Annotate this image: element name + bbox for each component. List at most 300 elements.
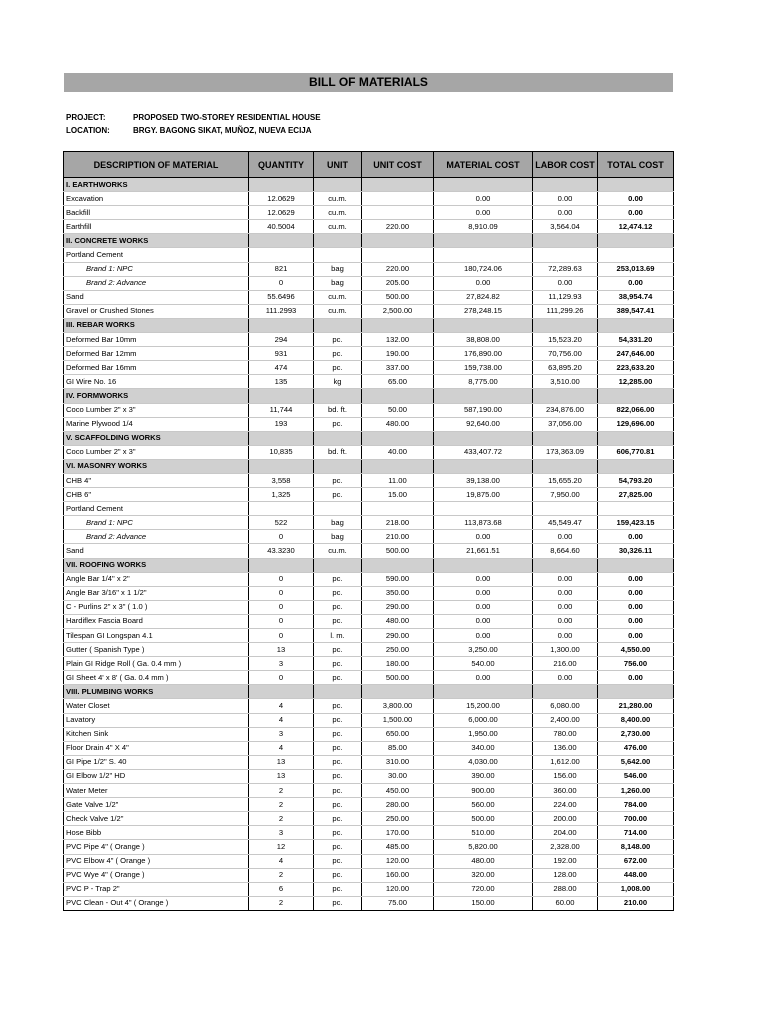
cell-unit: pc. [314,784,362,798]
cell-unit-cost: 480.00 [362,417,434,431]
cell-total-cost [598,459,674,473]
cell-material-cost: 0.00 [434,206,533,220]
cell-unit-cost: 350.00 [362,586,434,600]
cell-description: GI Sheet 4' x 8' ( Ga. 0.4 mm ) [64,671,249,685]
cell-description: Water Meter [64,784,249,798]
cell-description: PVC P - Trap 2" [64,882,249,896]
table-row [64,840,674,854]
table-row [64,516,674,530]
cell-quantity [249,234,314,248]
cell-unit: kg [314,375,362,389]
cell-description: Floor Drain 4" X 4" [64,741,249,755]
header-total-cost: TOTAL COST [598,152,674,178]
cell-unit-cost [362,685,434,699]
cell-material-cost: 8,775.00 [434,375,533,389]
cell-quantity: 3 [249,657,314,671]
cell-labor-cost: 0.00 [533,206,598,220]
table-row [64,769,674,783]
location-label: LOCATION: [66,126,110,135]
table-row [64,755,674,769]
cell-material-cost: 320.00 [434,868,533,882]
cell-unit-cost [362,389,434,403]
cell-quantity: 12 [249,840,314,854]
cell-unit [314,502,362,516]
cell-unit: pc. [314,586,362,600]
cell-unit-cost: 218.00 [362,516,434,530]
cell-material-cost: 0.00 [434,600,533,614]
cell-quantity [249,318,314,332]
cell-total-cost: 8,400.00 [598,713,674,727]
cell-description: GI Pipe 1/2" S. 40 [64,755,249,769]
cell-total-cost: 54,331.20 [598,333,674,347]
cell-material-cost: 390.00 [434,769,533,783]
cell-material-cost: 720.00 [434,882,533,896]
cell-description: Gate Valve 1/2" [64,798,249,812]
cell-material-cost: 5,820.00 [434,840,533,854]
section-header-row [64,459,674,473]
project-label: PROJECT: [66,113,106,122]
cell-quantity: 12.0629 [249,192,314,206]
cell-unit [314,459,362,473]
cell-unit [314,389,362,403]
header-unit-cost: UNIT COST [362,152,434,178]
cell-material-cost [434,318,533,332]
header-quantity: QUANTITY [249,152,314,178]
cell-total-cost: 714.00 [598,826,674,840]
cell-total-cost: 247,646.00 [598,347,674,361]
cell-unit [314,234,362,248]
header-labor-cost: LABOR COST [533,152,598,178]
cell-total-cost: 38,954.74 [598,290,674,304]
table-row [64,502,674,516]
cell-unit: pc. [314,727,362,741]
cell-labor-cost: 0.00 [533,276,598,290]
cell-total-cost: 756.00 [598,657,674,671]
cell-unit-cost: 3,800.00 [362,699,434,713]
cell-description: VIII. PLUMBING WORKS [64,685,249,699]
cell-quantity: 2 [249,896,314,910]
table-row [64,586,674,600]
table-row [64,530,674,544]
cell-labor-cost: 63,895.20 [533,361,598,375]
cell-unit-cost: 170.00 [362,826,434,840]
cell-unit [314,431,362,445]
cell-labor-cost [533,248,598,262]
cell-total-cost: 54,793.20 [598,473,674,487]
cell-description: Sand [64,290,249,304]
cell-quantity: 0 [249,530,314,544]
cell-total-cost [598,431,674,445]
cell-material-cost: 0.00 [434,572,533,586]
cell-description: Angle Bar 1/4" x 2" [64,572,249,586]
cell-total-cost: 0.00 [598,192,674,206]
cell-labor-cost: 15,523.20 [533,333,598,347]
cell-total-cost: 476.00 [598,741,674,755]
cell-labor-cost: 224.00 [533,798,598,812]
cell-unit-cost: 250.00 [362,643,434,657]
cell-material-cost [434,178,533,192]
cell-material-cost: 1,950.00 [434,727,533,741]
cell-total-cost [598,318,674,332]
cell-total-cost: 129,696.00 [598,417,674,431]
table-row [64,361,674,375]
cell-unit-cost: 50.00 [362,403,434,417]
cell-quantity: 13 [249,769,314,783]
section-header-row [64,178,674,192]
cell-unit: pc. [314,671,362,685]
cell-unit-cost: 120.00 [362,882,434,896]
cell-total-cost: 12,474.12 [598,220,674,234]
cell-unit: pc. [314,600,362,614]
cell-description: Lavatory [64,713,249,727]
cell-material-cost [434,459,533,473]
cell-unit-cost: 310.00 [362,755,434,769]
cell-quantity: 522 [249,516,314,530]
cell-total-cost: 606,770.81 [598,445,674,459]
section-header-row [64,431,674,445]
cell-total-cost: 672.00 [598,854,674,868]
cell-material-cost: 92,640.00 [434,417,533,431]
cell-total-cost: 0.00 [598,530,674,544]
cell-labor-cost: 216.00 [533,657,598,671]
cell-unit: bd. ft. [314,403,362,417]
cell-unit: pc. [314,572,362,586]
cell-quantity: 2 [249,798,314,812]
cell-unit: cu.m. [314,304,362,318]
cell-description: Brand 1: NPC [64,262,249,276]
header-description: DESCRIPTION OF MATERIAL [64,152,249,178]
cell-labor-cost [533,178,598,192]
cell-material-cost: 113,873.68 [434,516,533,530]
cell-material-cost: 480.00 [434,854,533,868]
table-row [64,600,674,614]
cell-unit-cost [362,192,434,206]
cell-labor-cost: 0.00 [533,671,598,685]
cell-material-cost: 159,738.00 [434,361,533,375]
cell-total-cost: 21,280.00 [598,699,674,713]
cell-labor-cost: 1,300.00 [533,643,598,657]
cell-unit-cost: 280.00 [362,798,434,812]
cell-quantity [249,389,314,403]
cell-description: Brand 1: NPC [64,516,249,530]
cell-labor-cost: 200.00 [533,812,598,826]
cell-quantity: 0 [249,600,314,614]
cell-labor-cost: 72,289.63 [533,262,598,276]
cell-unit: pc. [314,840,362,854]
cell-unit: pc. [314,473,362,487]
cell-unit-cost: 500.00 [362,671,434,685]
cell-description: Portland Cement [64,502,249,516]
cell-total-cost: 784.00 [598,798,674,812]
cell-description: Excavation [64,192,249,206]
cell-material-cost [434,234,533,248]
table-header-row [64,152,674,178]
cell-description: Tilespan GI Longspan 4.1 [64,629,249,643]
cell-quantity: 2 [249,784,314,798]
cell-total-cost: 27,825.00 [598,488,674,502]
cell-unit: pc. [314,798,362,812]
cell-unit-cost: 250.00 [362,812,434,826]
table-row [64,798,674,812]
cell-labor-cost: 11,129.93 [533,290,598,304]
cell-description: Deformed Bar 16mm [64,361,249,375]
cell-labor-cost: 0.00 [533,530,598,544]
cell-description: Gutter ( Spanish Type ) [64,643,249,657]
cell-total-cost: 253,013.69 [598,262,674,276]
cell-unit-cost: 11.00 [362,473,434,487]
cell-description: Kitchen Sink [64,727,249,741]
table-row [64,206,674,220]
cell-total-cost: 223,633.20 [598,361,674,375]
cell-unit-cost: 120.00 [362,854,434,868]
cell-description: PVC Elbow 4" ( Orange ) [64,854,249,868]
cell-total-cost: 0.00 [598,586,674,600]
cell-quantity: 111.2993 [249,304,314,318]
cell-description: Hardiflex Fascia Board [64,614,249,628]
cell-description: Deformed Bar 10mm [64,333,249,347]
cell-material-cost: 0.00 [434,192,533,206]
cell-unit-cost: 180.00 [362,657,434,671]
cell-labor-cost: 8,664.60 [533,544,598,558]
cell-quantity: 10,835 [249,445,314,459]
cell-quantity [249,558,314,572]
cell-material-cost: 8,910.09 [434,220,533,234]
table-row [64,347,674,361]
cell-labor-cost: 3,564.04 [533,220,598,234]
table-row [64,671,674,685]
table-row [64,544,674,558]
table-row [64,417,674,431]
cell-material-cost [434,389,533,403]
cell-description: C - Purlins 2" x 3" ( 1.0 ) [64,600,249,614]
cell-total-cost: 822,066.00 [598,403,674,417]
location-value: BRGY. BAGONG SIKAT, MUÑOZ, NUEVA ECIJA [133,126,312,135]
table-row [64,629,674,643]
cell-description: Backfill [64,206,249,220]
cell-unit: pc. [314,614,362,628]
table-row [64,812,674,826]
cell-quantity [249,502,314,516]
cell-material-cost: 0.00 [434,586,533,600]
cell-unit: pc. [314,347,362,361]
cell-material-cost [434,685,533,699]
cell-unit: pc. [314,755,362,769]
cell-material-cost: 433,407.72 [434,445,533,459]
cell-quantity: 821 [249,262,314,276]
cell-material-cost: 900.00 [434,784,533,798]
cell-unit [314,318,362,332]
cell-labor-cost: 0.00 [533,586,598,600]
cell-total-cost: 2,730.00 [598,727,674,741]
cell-quantity: 4 [249,741,314,755]
cell-material-cost: 500.00 [434,812,533,826]
cell-unit-cost [362,459,434,473]
cell-labor-cost: 70,756.00 [533,347,598,361]
cell-quantity: 40.5004 [249,220,314,234]
cell-unit-cost [362,234,434,248]
cell-quantity: 4 [249,854,314,868]
cell-total-cost [598,178,674,192]
cell-labor-cost [533,558,598,572]
cell-unit: cu.m. [314,192,362,206]
cell-total-cost: 0.00 [598,206,674,220]
table-row [64,290,674,304]
cell-unit-cost: 132.00 [362,333,434,347]
cell-unit: pc. [314,868,362,882]
cell-total-cost [598,502,674,516]
cell-material-cost: 0.00 [434,530,533,544]
cell-material-cost: 340.00 [434,741,533,755]
cell-description: IV. FORMWORKS [64,389,249,403]
cell-unit: cu.m. [314,206,362,220]
cell-total-cost [598,685,674,699]
cell-quantity: 135 [249,375,314,389]
cell-unit-cost: 480.00 [362,614,434,628]
section-header-row [64,234,674,248]
cell-description: V. SCAFFOLDING WORKS [64,431,249,445]
cell-labor-cost [533,431,598,445]
cell-description: VI. MASONRY WORKS [64,459,249,473]
cell-unit: pc. [314,896,362,910]
cell-material-cost: 560.00 [434,798,533,812]
cell-total-cost: 1,008.00 [598,882,674,896]
cell-labor-cost [533,459,598,473]
cell-unit: pc. [314,854,362,868]
header-material-cost: MATERIAL COST [434,152,533,178]
cell-description: Sand [64,544,249,558]
cell-material-cost: 180,724.06 [434,262,533,276]
cell-material-cost: 21,661.51 [434,544,533,558]
table-row [64,375,674,389]
cell-labor-cost: 45,549.47 [533,516,598,530]
cell-unit: bag [314,262,362,276]
cell-quantity [249,685,314,699]
cell-total-cost: 8,148.00 [598,840,674,854]
section-header-row [64,389,674,403]
cell-description: Deformed Bar 12mm [64,347,249,361]
cell-unit: bag [314,276,362,290]
cell-labor-cost: 2,328.00 [533,840,598,854]
cell-total-cost: 0.00 [598,600,674,614]
cell-total-cost: 546.00 [598,769,674,783]
cell-unit: pc. [314,741,362,755]
cell-total-cost: 159,423.15 [598,516,674,530]
cell-unit-cost: 160.00 [362,868,434,882]
cell-description: Portland Cement [64,248,249,262]
table-row [64,741,674,755]
cell-labor-cost [533,685,598,699]
cell-unit: pc. [314,417,362,431]
cell-description: VII. ROOFING WORKS [64,558,249,572]
cell-description: Water Closet [64,699,249,713]
cell-total-cost: 4,550.00 [598,643,674,657]
cell-description: Hose Bibb [64,826,249,840]
header-unit: UNIT [314,152,362,178]
cell-labor-cost: 136.00 [533,741,598,755]
cell-quantity: 6 [249,882,314,896]
cell-total-cost: 700.00 [598,812,674,826]
cell-unit-cost: 30.00 [362,769,434,783]
cell-unit: pc. [314,488,362,502]
cell-description: CHB 4" [64,473,249,487]
cell-description: Brand 2: Advance [64,276,249,290]
cell-description: CHB 6" [64,488,249,502]
cell-labor-cost: 60.00 [533,896,598,910]
cell-unit-cost: 290.00 [362,600,434,614]
cell-labor-cost: 288.00 [533,882,598,896]
cell-unit [314,558,362,572]
cell-material-cost: 587,190.00 [434,403,533,417]
table-body [64,178,674,911]
cell-labor-cost: 360.00 [533,784,598,798]
cell-unit: pc. [314,333,362,347]
cell-labor-cost: 0.00 [533,629,598,643]
cell-description: Angle Bar 3/16" x 1 1/2" [64,586,249,600]
cell-quantity [249,248,314,262]
cell-material-cost: 510.00 [434,826,533,840]
cell-unit-cost [362,248,434,262]
cell-material-cost: 540.00 [434,657,533,671]
cell-unit-cost [362,502,434,516]
cell-description: Brand 2: Advance [64,530,249,544]
cell-quantity: 3 [249,826,314,840]
project-value: PROPOSED TWO-STOREY RESIDENTIAL HOUSE [133,113,321,122]
cell-unit: pc. [314,643,362,657]
cell-unit-cost: 220.00 [362,220,434,234]
table-row [64,882,674,896]
cell-unit-cost [362,558,434,572]
cell-unit: pc. [314,826,362,840]
cell-unit-cost: 500.00 [362,290,434,304]
cell-unit-cost: 290.00 [362,629,434,643]
cell-description: Coco Lumber 2" x 3" [64,403,249,417]
table-row [64,192,674,206]
cell-quantity: 13 [249,755,314,769]
cell-total-cost: 1,260.00 [598,784,674,798]
cell-material-cost: 39,138.00 [434,473,533,487]
section-header-row [64,685,674,699]
cell-unit-cost: 210.00 [362,530,434,544]
cell-description: Earthfill [64,220,249,234]
cell-total-cost: 12,285.00 [598,375,674,389]
cell-material-cost: 27,824.82 [434,290,533,304]
table-row [64,473,674,487]
cell-unit: pc. [314,699,362,713]
cell-material-cost: 0.00 [434,629,533,643]
cell-quantity: 3,558 [249,473,314,487]
cell-labor-cost: 128.00 [533,868,598,882]
table-row [64,643,674,657]
cell-unit [314,248,362,262]
cell-unit-cost: 2,500.00 [362,304,434,318]
cell-unit-cost: 500.00 [362,544,434,558]
cell-total-cost: 0.00 [598,671,674,685]
table-row [64,304,674,318]
cell-labor-cost: 0.00 [533,192,598,206]
cell-description: GI Elbow 1/2" HD [64,769,249,783]
cell-material-cost [434,558,533,572]
cell-material-cost [434,502,533,516]
cell-unit: cu.m. [314,544,362,558]
cell-description: II. CONCRETE WORKS [64,234,249,248]
cell-description: III. REBAR WORKS [64,318,249,332]
cell-total-cost: 0.00 [598,629,674,643]
cell-labor-cost [533,389,598,403]
cell-unit [314,178,362,192]
cell-unit-cost: 85.00 [362,741,434,755]
cell-quantity [249,178,314,192]
cell-labor-cost: 204.00 [533,826,598,840]
